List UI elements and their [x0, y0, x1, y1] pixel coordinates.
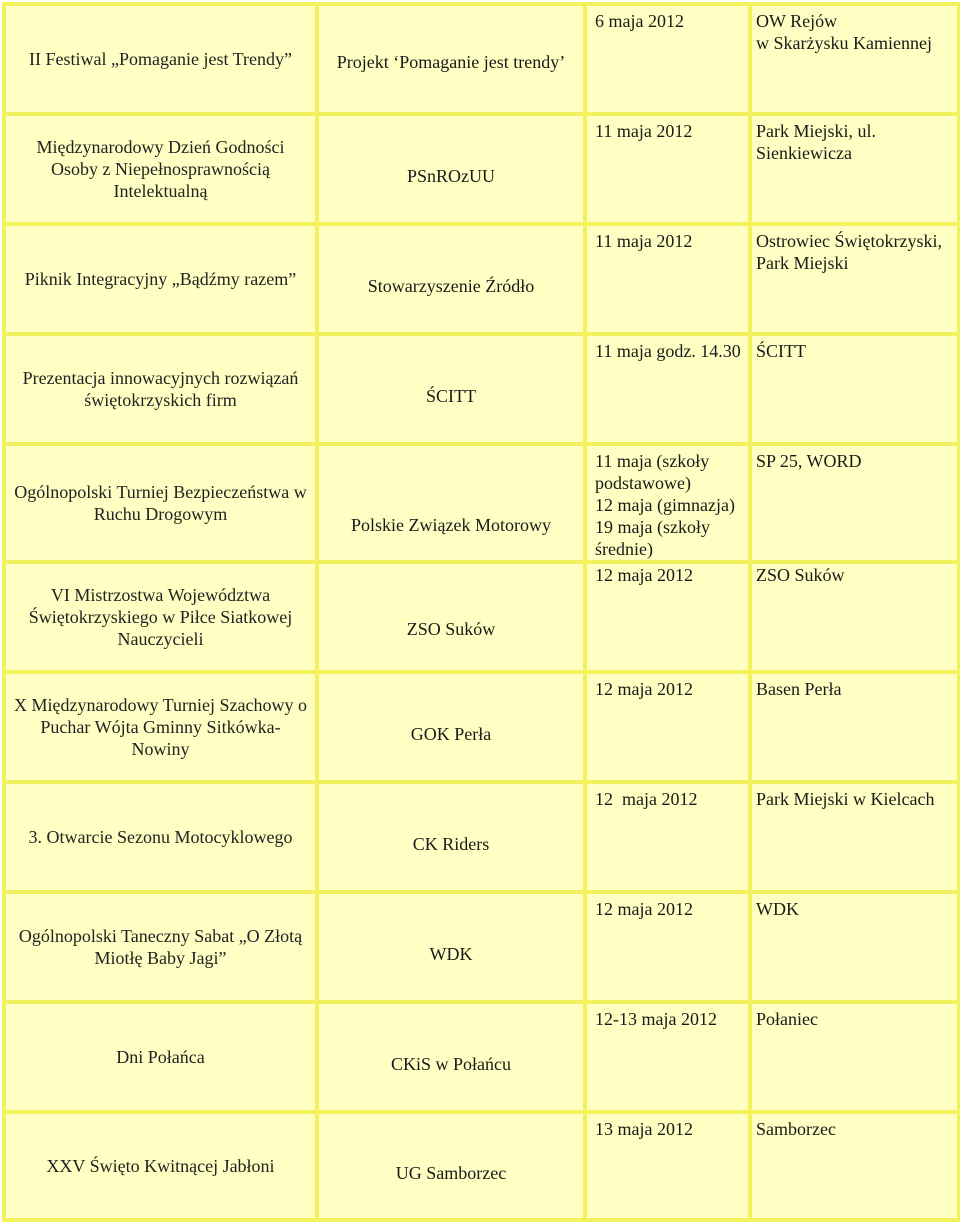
event-date: 6 maja 2012 [595, 11, 684, 31]
event-date: 12 maja 2012 [595, 679, 693, 699]
place-cell [750, 4, 959, 114]
event-name-cell [4, 782, 317, 892]
event-name: 3. Otwarcie Sezonu Motocyklowego [28, 827, 293, 847]
place-cell [750, 444, 959, 562]
event-name: Ogólnopolski Taneczny Sabat „O Złotą Miotłę Baby Jagi” [18, 926, 303, 968]
event-date: 11 maja 2012 [595, 121, 693, 141]
event-date: 11 maja (szkoły podstawowe) 12 maja (gimnazja) 19 maja (szkoły średnie) [595, 451, 735, 559]
event-name-cell [4, 334, 317, 444]
date-cell [585, 782, 750, 892]
event-date: 12 maja 2012 [595, 565, 693, 585]
organizer-cell [317, 672, 585, 782]
event-date: 13 maja 2012 [595, 1119, 693, 1139]
date-cell [585, 4, 750, 114]
place-cell [750, 1112, 959, 1220]
place-cell [750, 672, 959, 782]
date-cell [585, 892, 750, 1002]
events-table [2, 2, 960, 1222]
event-place: ŚCITT [756, 341, 807, 361]
place-cell [750, 1002, 959, 1112]
place-cell [750, 114, 959, 224]
table-row [4, 672, 959, 782]
table-row [4, 1112, 959, 1220]
event-date: 12 maja 2012 [595, 789, 698, 809]
event-name: Międzynarodowy Dzień Godności Osoby z Niepełnosprawnością Intelektualną [36, 137, 285, 201]
event-name-cell [4, 1112, 317, 1220]
organizer-cell [317, 782, 585, 892]
date-cell [585, 1002, 750, 1112]
event-name: Dni Połańca [116, 1047, 205, 1067]
table-row [4, 444, 959, 562]
table-row [4, 562, 959, 672]
place-cell [750, 562, 959, 672]
organizer: Stowarzyszenie Źródło [367, 276, 535, 296]
date-cell [585, 562, 750, 672]
date-cell [585, 224, 750, 334]
place-cell [750, 782, 959, 892]
event-date: 12-13 maja 2012 [595, 1009, 717, 1029]
table-row [4, 782, 959, 892]
event-place: WDK [756, 899, 799, 919]
event-name: II Festiwal „Pomaganie jest Trendy” [29, 49, 292, 69]
organizer-cell [317, 1112, 585, 1220]
event-name-cell [4, 444, 317, 562]
organizer-cell [317, 4, 585, 114]
event-date: 11 maja godz. 14.30 [595, 341, 741, 361]
organizer: CKiS w Połańcu [390, 1054, 511, 1074]
event-date: 12 maja 2012 [595, 899, 693, 919]
event-name-cell [4, 1002, 317, 1112]
organizer-cell [317, 444, 585, 562]
event-place: ZSO Suków [756, 565, 845, 585]
table-row [4, 114, 959, 224]
organizer-cell [317, 892, 585, 1002]
table-row [4, 224, 959, 334]
organizer: ŚCITT [425, 386, 476, 406]
organizer: ZSO Suków [406, 619, 496, 639]
event-place: Park Miejski w Kielcach [756, 789, 935, 809]
event-name-cell [4, 892, 317, 1002]
organizer: Projekt ‘Pomaganie jest trendy’ [336, 52, 566, 72]
date-cell [585, 334, 750, 444]
organizer-cell [317, 334, 585, 444]
event-place: Ostrowiec Świętokrzyski, Park Miejski [756, 231, 942, 273]
organizer: PSnROzUU [406, 166, 495, 186]
event-name: X Międzynarodowy Turniej Szachowy o Puchar Wójta Gminny Sitkówka-Nowiny [14, 695, 307, 759]
organizer: CK Riders [412, 834, 490, 854]
organizer: UG Samborzec [395, 1163, 507, 1183]
place-cell [750, 334, 959, 444]
table-row [4, 4, 959, 114]
event-name: Piknik Integracyjny „Bądźmy razem” [24, 269, 297, 289]
event-name: Ogólnopolski Turniej Bezpieczeństwa w Ruchu Drogowym [14, 482, 307, 524]
date-cell [585, 672, 750, 782]
event-name-cell [4, 672, 317, 782]
event-date: 11 maja 2012 [595, 231, 693, 251]
event-place: Samborzec [756, 1119, 836, 1139]
event-place: Połaniec [756, 1009, 818, 1029]
organizer: GOK Perła [410, 724, 492, 744]
date-cell [585, 114, 750, 224]
organizer-cell [317, 114, 585, 224]
event-place: OW Rejów w Skarżysku Kamiennej [756, 11, 932, 53]
event-place: Park Miejski, ul. Sienkiewicza [756, 121, 876, 163]
event-place: SP 25, WORD [756, 451, 862, 471]
event-name-cell [4, 562, 317, 672]
table-row [4, 892, 959, 1002]
organizer-cell [317, 1002, 585, 1112]
event-name-cell [4, 4, 317, 114]
place-cell [750, 892, 959, 1002]
event-name-cell [4, 114, 317, 224]
organizer-cell [317, 562, 585, 672]
table-row [4, 1002, 959, 1112]
organizer: Polskie Związek Motorowy [351, 515, 551, 535]
date-cell [585, 444, 750, 562]
date-cell [585, 1112, 750, 1220]
event-name: Prezentacja innowacyjnych rozwiązań świętokrzyskich firm [22, 368, 299, 410]
organizer: WDK [429, 944, 473, 964]
table-row [4, 334, 959, 444]
event-name: VI Mistrzostwa Województwa Świętokrzyskiego w Piłce Siatkowej Nauczycieli [28, 585, 293, 649]
event-name-cell [4, 224, 317, 334]
event-place: Basen Perła [756, 679, 842, 699]
organizer-cell [317, 224, 585, 334]
place-cell [750, 224, 959, 334]
event-name: XXV Święto Kwitnącej Jabłoni [46, 1156, 275, 1176]
